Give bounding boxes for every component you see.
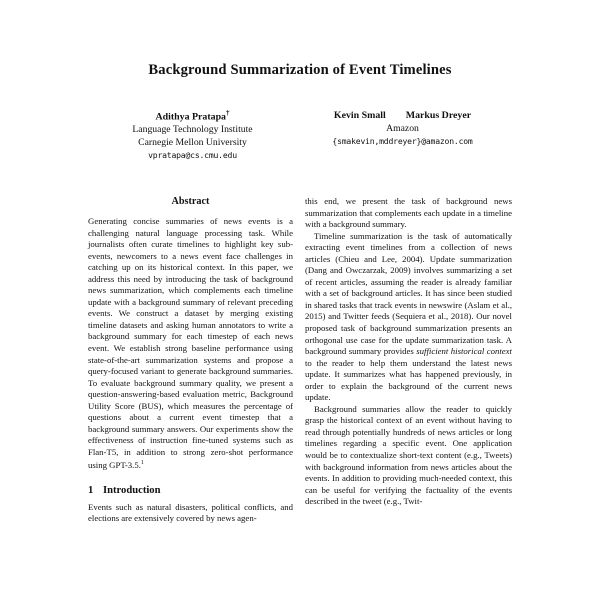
author-email-cmu: vpratapa@cs.cmu.edu: [148, 150, 237, 161]
page-title: Background Summarization of Event Timelines: [148, 62, 452, 78]
abstract-paragraph: [88, 216, 293, 472]
column-left: [88, 196, 293, 600]
body-columns: [88, 196, 512, 600]
dagger-marker: †: [226, 108, 230, 117]
author-group-right: [295, 109, 510, 147]
abstract-footnote-marker: 1: [140, 460, 144, 467]
section-title: Introduction: [103, 484, 161, 496]
section-number: 1: [88, 484, 94, 496]
right-paragraph-2-part-b: to the reader to help them understand the latest news update. It summarizes what has happened previously, in order to explain the background of the current news update.: [305, 357, 512, 403]
author-name-dreyer: Markus Dreyer: [405, 109, 472, 121]
author-block: [0, 109, 600, 162]
author-names-amazon: [295, 109, 510, 122]
emphasis-sufficient-historical-context: sufficient historical context: [416, 346, 512, 357]
author-name-pratapa: [90, 109, 295, 123]
author-name-small: Kevin Small: [333, 109, 386, 121]
affiliation-amazon: Amazon: [386, 122, 419, 134]
right-paragraph-1: this end, we present the task of background news summarization that complements each update in a timeline with a background summary.: [305, 196, 512, 230]
abstract-heading: Abstract: [171, 196, 210, 207]
introduction-heading: [88, 485, 293, 496]
title-block: [0, 0, 600, 80]
introduction-paragraph-1: Events such as natural disasters, political conflicts, and elections are extensively covered by news agen-: [88, 501, 293, 524]
author-group-left: [90, 109, 295, 162]
abstract-text: Generating concise summaries of news events is a challenging natural language processing task. While journalists often curate timelines to highlight key sub-events, newcomers to a news event face challenges in catching up on its historical context. In this paper, we address this need by introducing the task of background news summarization, which complements each timeline update with a background summary of relevant preceding events. We construct a dataset by merging existing timeline datasets and asking human annotators to write a background summary for each timestep of each news event. We establish strong baseline performance using state-of-the-art summarization systems and propose a query-focused variant to generate background summaries. To evaluate background summary quality, we present a question-answering-based evaluation metric, Background Utility Score (BUS), which measures the percentage of questions about a current event timestep that a background summary answers. Our experiments show the effectiveness of instruction fine-tuned systems such as Flan-T5, in addition to strong zero-shot performance using GPT-3.5.: [88, 216, 293, 471]
affiliation-line-1: Language Technology Institute: [132, 123, 253, 135]
right-paragraph-2-part-a: Timeline summarization is the task of automatically extracting event timelines from a collection of news articles (Chieu and Lee, 2004). Update summarization (Dang and Owczarzak, 2009) involves summarizing a set of recent articles, assuming the reader is already familiar with a set of background articles. It has since been studied in shared tasks that track events in newswire (Aslam et al., 2015) and Twitter feeds (Sequiera et al., 2018). Our novel proposed task of background summarization presents an orthogonal use case for the update summarization task. A background summary provides: [305, 230, 512, 357]
right-paragraph-3: Background summaries allow the reader to quickly grasp the historical context of an event without having to read through potentially hundreds of news articles or long timelines regarding a specific event. One application would be to contextualize short-text content (e.g., Tweets) with background information from news articles about the events. In addition to providing much-needed context, this can be useful for verifying the factuality of the events described in the tweet (e.g., Twit-: [305, 403, 512, 507]
author-email-amazon: {smakevin,mddreyer}@amazon.com: [332, 136, 473, 147]
author-name-text: Adithya Pratapa: [155, 110, 226, 122]
column-right: [305, 196, 512, 600]
affiliation-line-2: Carnegie Mellon University: [138, 136, 247, 148]
right-paragraph-2: [305, 231, 512, 404]
